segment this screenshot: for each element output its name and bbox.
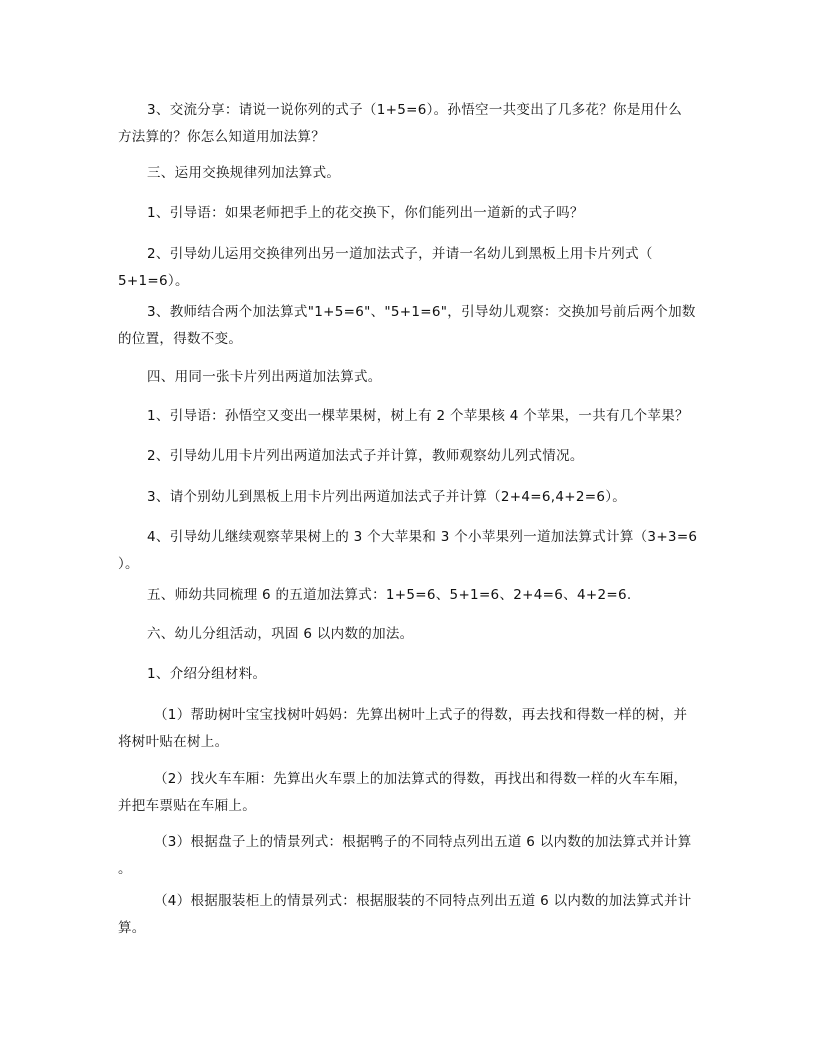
paragraph-share-formula bbox=[118, 97, 702, 151]
section-heading-review-six bbox=[118, 582, 702, 609]
text-line: 1、引导语：如果老师把手上的花交换下，你们能列出一道新的式子吗？ bbox=[147, 205, 584, 221]
text-line: 方法算的？你怎么知道用加法算？ bbox=[118, 129, 325, 145]
section-heading-group-activity bbox=[118, 621, 702, 648]
paragraph-intro-question bbox=[118, 200, 702, 227]
text-line: 3、交流分享：请说一说你列的式子（1+5=6）。孙悟空一共变出了几多花？你是用什么 bbox=[147, 102, 683, 118]
text-line: （4）根据服装柜上的情景列式：根据服装的不同特点列出五道 6 以内数的加法算式并计 bbox=[154, 893, 692, 909]
paragraph-apple-tree-question bbox=[118, 403, 702, 430]
paragraph-commutative-card bbox=[118, 241, 702, 295]
section-heading-same-card bbox=[118, 364, 702, 391]
text-line: 1、介绍分组材料。 bbox=[147, 666, 267, 682]
text-line: 3、教师结合两个加法算式"1+5=6"、"5+1=6"，引导幼儿观察：交换加号前后两个加数 bbox=[147, 304, 696, 320]
text-line: 5+1=6）。 bbox=[118, 273, 189, 289]
text-line: 4、引导幼儿继续观察苹果树上的 3 个大苹果和 3 个小苹果列一道加法算式计算（3+3=6 bbox=[147, 529, 698, 545]
text-line: 五、师幼共同梳理 6 的五道加法算式：1+5=6、5+1=6、2+4=6、4+2=6. bbox=[147, 587, 632, 603]
list-item-train-activity bbox=[118, 766, 702, 820]
list-item-leaf-activity bbox=[118, 702, 702, 756]
section-heading-commutative bbox=[118, 160, 702, 187]
text-line: ）。 bbox=[118, 556, 139, 572]
text-line: 2、引导幼儿用卡片列出两道加法式子并计算，教师观察幼儿列式情况。 bbox=[147, 448, 584, 464]
list-item-wardrobe-activity bbox=[118, 888, 702, 942]
text-line: （1）帮助树叶宝宝找树叶妈妈：先算出树叶上式子的得数，再去找和得数一样的树，并 bbox=[154, 707, 688, 723]
paragraph-blackboard-formulas bbox=[118, 484, 702, 511]
text-line: （2）找火车车厢：先算出火车票上的加法算式的得数，再找出和得数一样的火车车厢， bbox=[154, 771, 688, 787]
text-line: 将树叶贴在树上。 bbox=[118, 734, 229, 750]
text-line: 的位置，得数不变。 bbox=[118, 331, 243, 347]
text-line: 六、幼儿分组活动，巩固 6 以内数的加法。 bbox=[147, 626, 414, 642]
paragraph-group-materials bbox=[118, 661, 702, 688]
text-line: 并把车票贴在车厢上。 bbox=[118, 798, 256, 814]
paragraph-big-small-apples bbox=[118, 524, 702, 578]
text-line: 。 bbox=[118, 861, 132, 877]
text-line: 3、请个别幼儿到黑板上用卡片列出两道加法式子并计算（2+4=6,4+2=6）。 bbox=[147, 489, 627, 505]
text-line: 1、引导语：孙悟空又变出一棵苹果树，树上有 2 个苹果核 4 个苹果，一共有几个苹果？ bbox=[147, 408, 689, 424]
paragraph-teacher-combine bbox=[118, 299, 702, 353]
list-item-plate-activity bbox=[118, 829, 702, 883]
paragraph-card-formulas bbox=[118, 443, 702, 470]
text-line: （3）根据盘子上的情景列式：根据鸭子的不同特点列出五道 6 以内数的加法算式并计算 bbox=[154, 834, 692, 850]
text-line: 三、运用交换规律列加法算式。 bbox=[147, 165, 341, 181]
text-line: 算。 bbox=[118, 920, 146, 936]
text-line: 2、引导幼儿运用交换律列出另一道加法式子，并请一名幼儿到黑板上用卡片列式（ bbox=[147, 246, 653, 262]
text-line: 四、用同一张卡片列出两道加法算式。 bbox=[147, 369, 382, 385]
